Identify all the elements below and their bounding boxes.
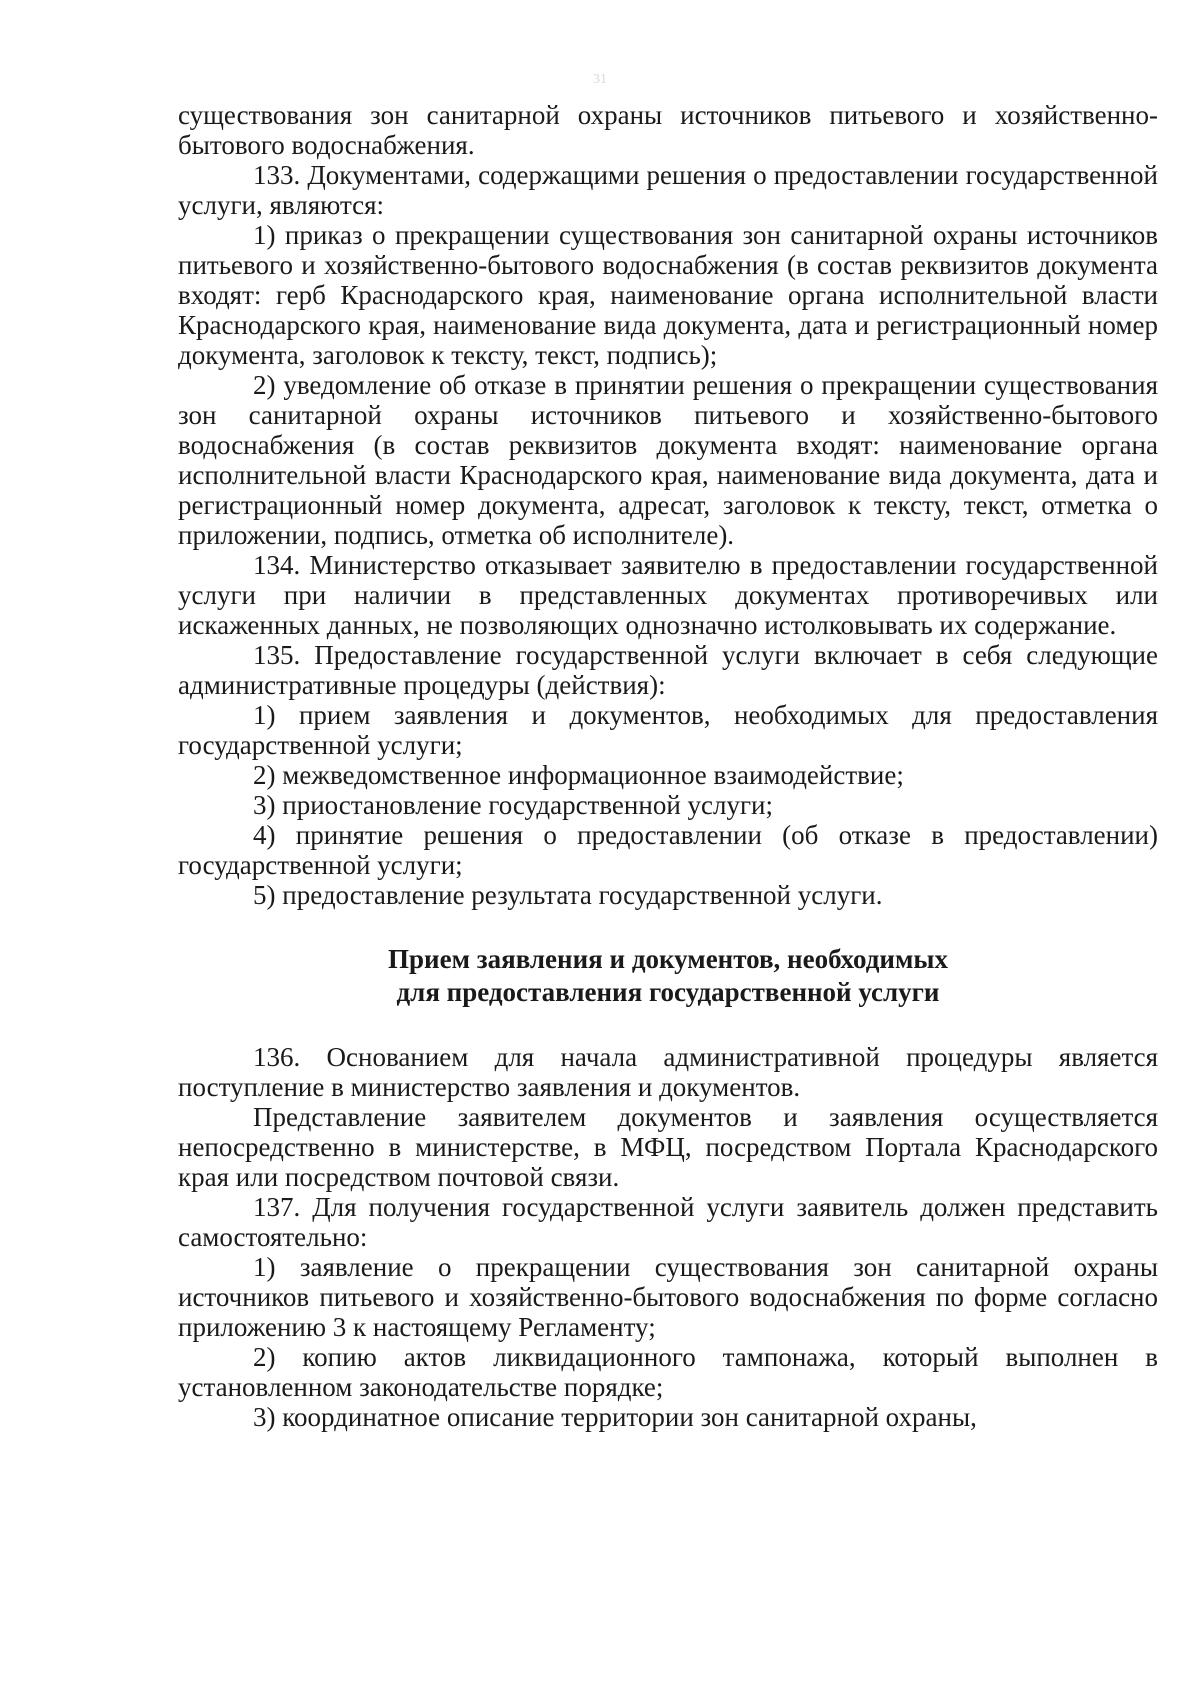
paragraphs-top: [178, 100, 1158, 910]
section-heading-line-2: для предоставления государственной услуги: [396, 977, 940, 1007]
list-item-137-3: 3) координатное описание территории зон санитарной охраны,: [253, 1402, 977, 1432]
list-item-137-1: 1) заявление о прекращении существования зон санитарной охраны источников питьевого и хозяйственно-бытового водоснабжения по форме согласно приложению 3 к настоящему Регламенту;: [178, 1252, 1158, 1342]
list-item-135-4: 4) принятие решения о предоставлении (об отказе в предоставлении) государственной услуги;: [178, 820, 1158, 880]
paragraph-134: 134. Министерство отказывает заявителю в предоставлении государственной услуги при наличии в представленных документах противоречивых или искаженных данных, не позволяющих однозначно истолковывать их содержание.: [178, 550, 1158, 640]
paragraph-136: 136. Основанием для начала административной процедуры является поступление в министерство заявления и документов.: [178, 1042, 1158, 1102]
section-heading-line-1: Прием заявления и документов, необходимых: [388, 944, 948, 974]
document-body: [178, 100, 1158, 1432]
list-item-135-5: 5) предоставление результата государственной услуги.: [253, 880, 883, 910]
section-heading: [178, 943, 1158, 1009]
list-item-135-1: 1) прием заявления и документов, необходимых для предоставления государственной услуги;: [178, 700, 1158, 760]
paragraph-135: 135. Предоставление государственной услуги включает в себя следующие административные процедуры (действия):: [178, 640, 1158, 700]
paragraph-136-submission: Представление заявителем документов и заявления осуществляется непосредственно в министерстве, в МФЦ, посредством Портала Краснодарского края или посредством почтовой связи.: [178, 1102, 1158, 1192]
paragraphs-bottom: [178, 1042, 1158, 1432]
paragraph-133: 133. Документами, содержащими решения о предоставлении государственной услуги, являются:: [178, 160, 1158, 220]
list-item-137-2: 2) копию актов ликвидационного тампонажа, который выполнен в установленном законодательстве порядке;: [178, 1342, 1158, 1402]
page-number: 31: [593, 72, 607, 87]
list-item-133-1: 1) приказ о прекращении существования зон санитарной охраны источников питьевого и хозяйственно-бытового водоснабжения (в состав реквизитов документа входят: герб Краснодарского края, наименование органа исполнительной власти Краснодарского края, наименование вида документа, дата и регистрационный номер документа, заголовок к тексту, текст, подпись);: [178, 220, 1158, 370]
list-item-135-2: 2) межведомственное информационное взаимодействие;: [253, 760, 904, 790]
list-item-135-3: 3) приостановление государственной услуги;: [253, 790, 774, 820]
list-item-133-2: 2) уведомление об отказе в принятии решения о прекращении существования зон санитарной охраны источников питьевого и хозяйственно-бытового водоснабжения (в состав реквизитов документа входят: наименование органа исполнительной власти Краснодарского края, наименование вида документа, дата и регистрационный номер документа, адресат, заголовок к тексту, текст, отметка о приложении, подпись, отметка об исполнителе).: [178, 370, 1158, 550]
paragraph-137: 137. Для получения государственной услуги заявитель должен представить самостоятельно:: [178, 1192, 1158, 1252]
paragraph-continuation: существования зон санитарной охраны источников питьевого и хозяйственно-бытового водоснабжения.: [178, 100, 1158, 160]
